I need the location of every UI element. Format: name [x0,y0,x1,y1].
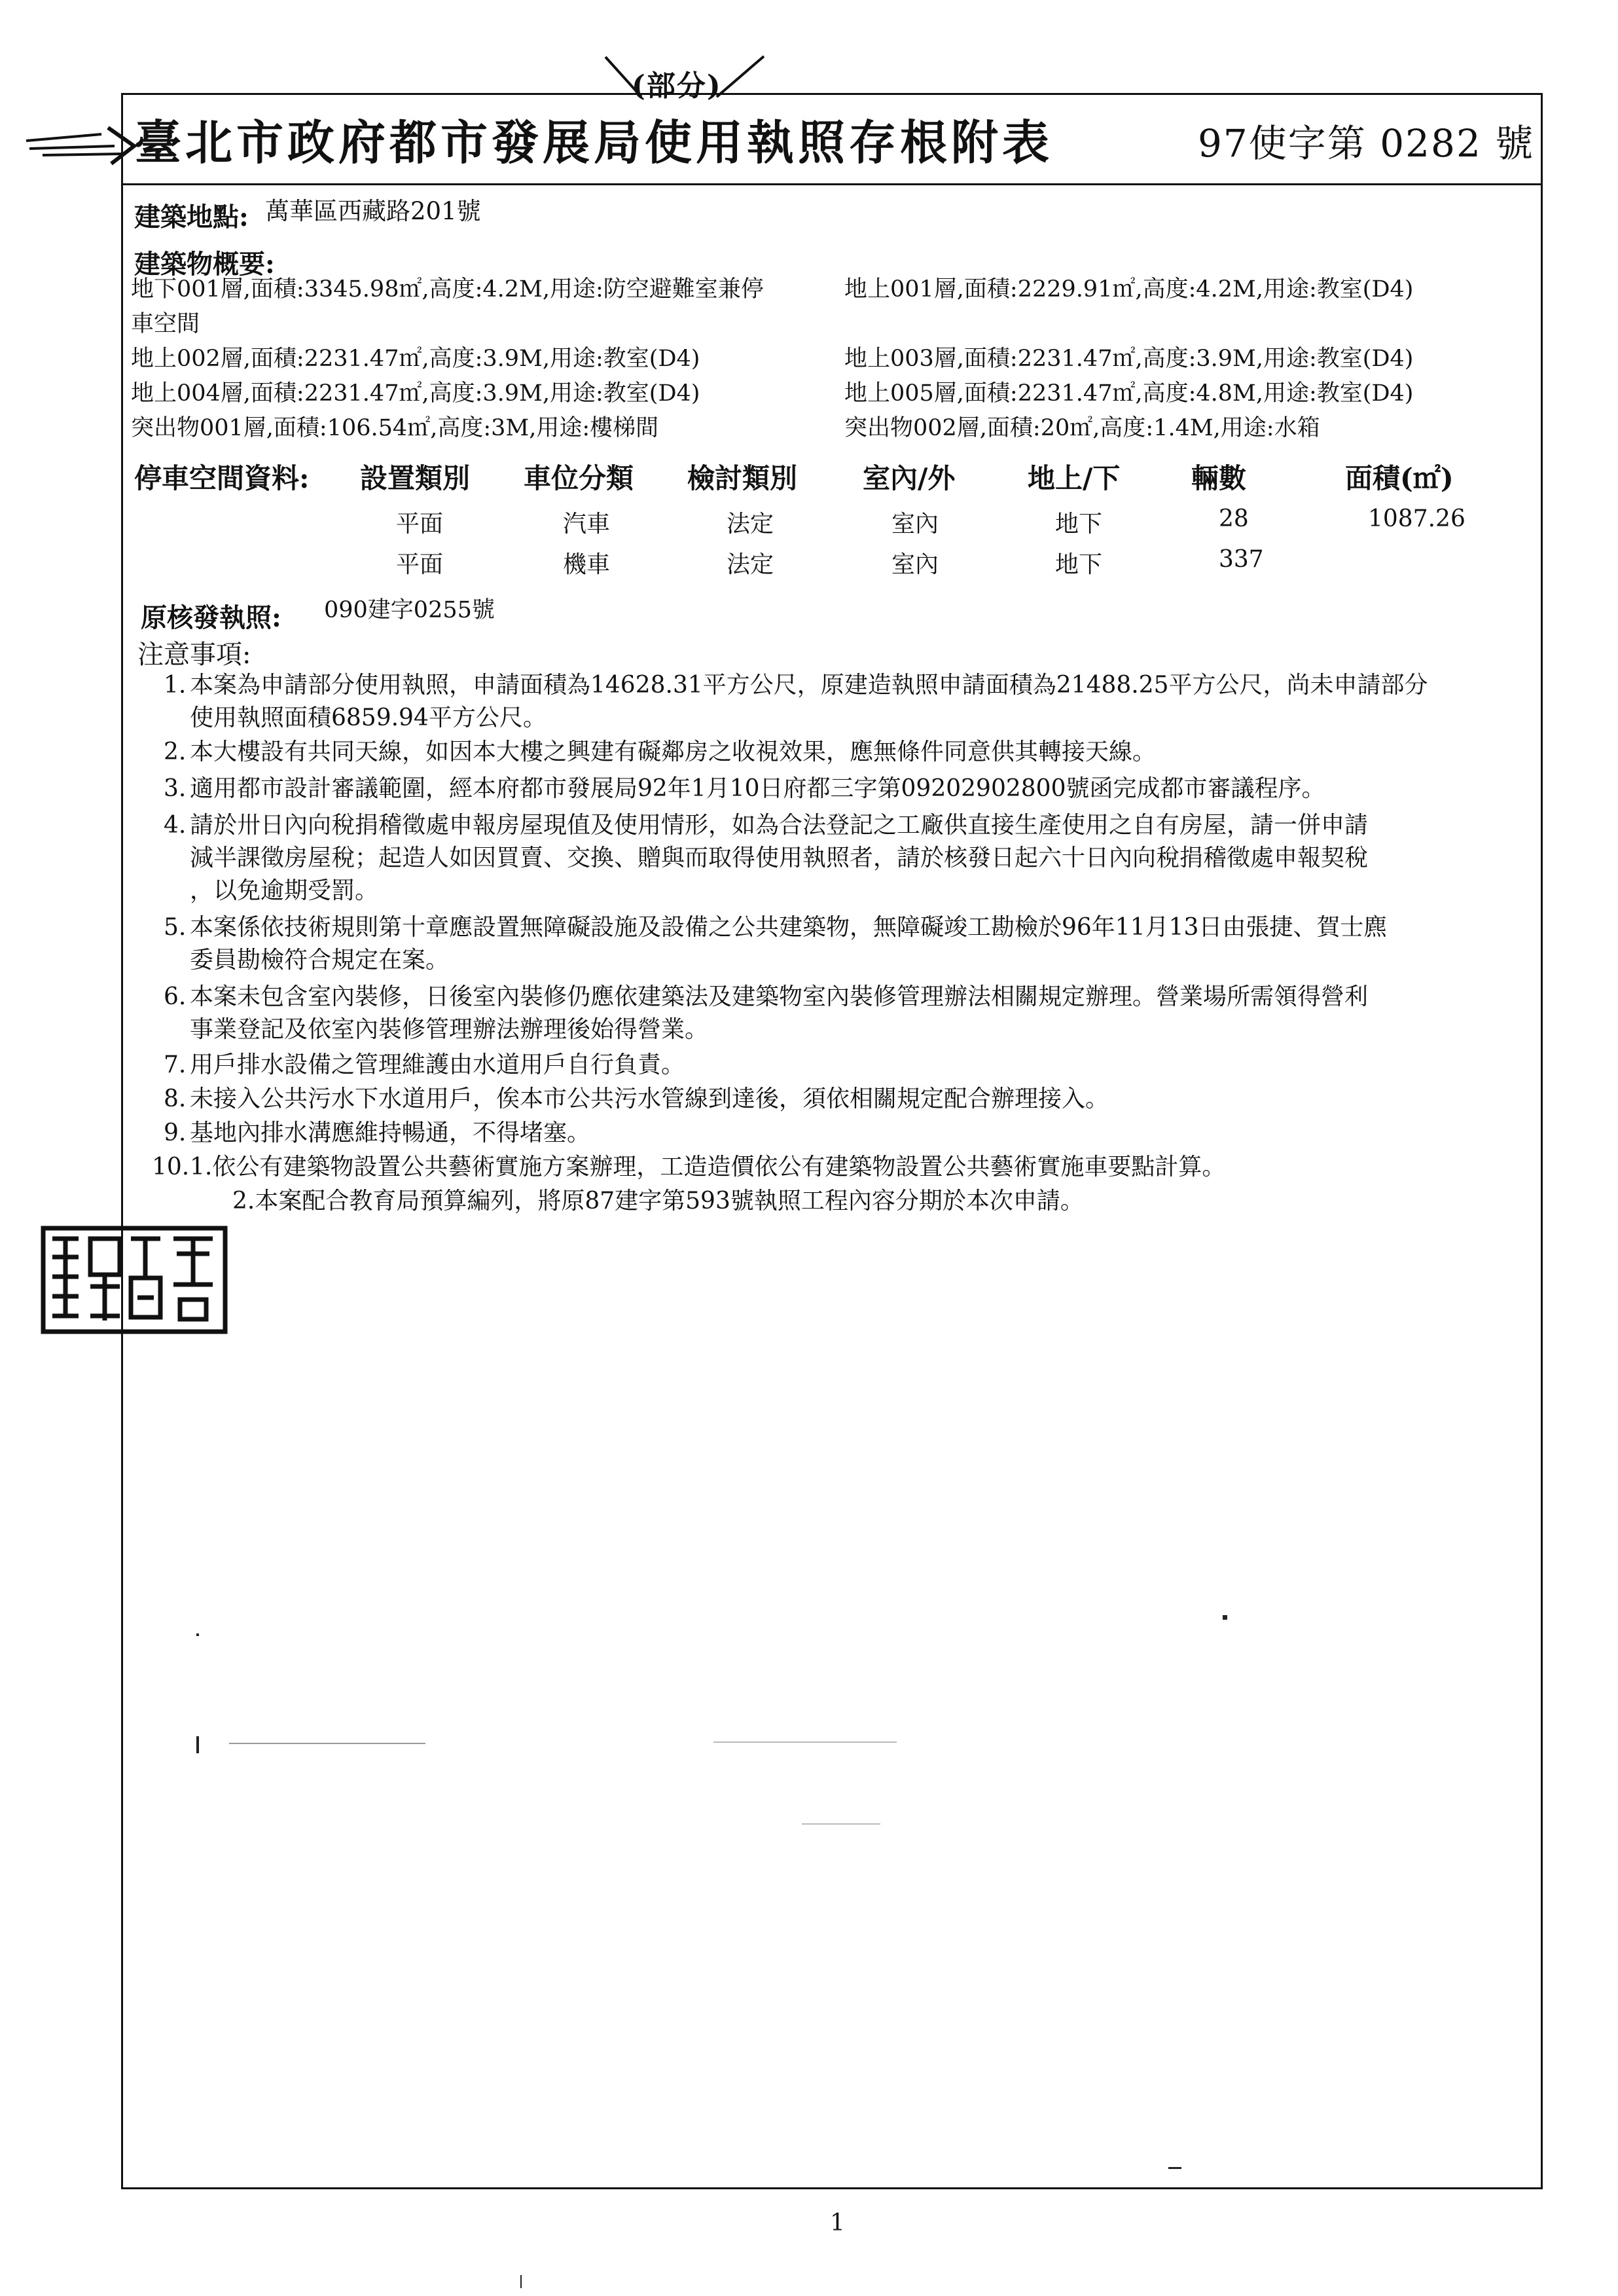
parking-cell: 平面 [396,511,444,538]
note-num: 7. [164,1051,187,1078]
note-text: 請於卅日內向稅捐稽徵處申報房屋現值及使用情形，如為合法登記之工廠供直接生產使用之自有房屋，請一併申請 [190,812,1369,839]
parking-cell: 汽車 [563,511,611,538]
parking-label: 停車空間資料: [134,462,310,494]
note-text: 本案為申請部分使用執照，申請面積為14628.31平方公尺，原建造執照申請面積為21488.25平方公尺，尚未申請部分 [190,672,1428,699]
parking-cell: 室內 [891,551,939,578]
note-text: 適用都市設計審議範圍，經本府都市發展局92年1月10日府都三字第09202902800號函完成都市審議程序。 [190,775,1325,802]
scan-speck [196,1633,199,1636]
parking-cell: 地下 [1055,551,1103,578]
overview-right-line-4: 突出物002層,面積:20㎡,高度:1.4M,用途:水箱 [844,415,1320,441]
note-text: 委員勘檢符合規定在案。 [190,947,450,974]
parking-header-level: 地上/下 [1028,462,1121,494]
note-text: 本案係依技術規則第十章應設置無障礙設施及設備之公共建築物，無障礙竣工勘檢於96年11月13日由張捷、賀士麃 [190,914,1388,941]
parking-cell: 平面 [396,551,444,578]
page-number: 1 [830,2210,845,2236]
original-permit-label: 原核發執照: [141,602,281,633]
note-text: 本案未包含室內裝修，日後室內裝修仍應依建築法及建築物室內裝修管理辦法相關規定辦理。營業場所需領得營利 [190,983,1369,1010]
overview-right-line-1: 地上001層,面積:2229.91㎡,高度:4.2M,用途:教室(D4) [844,276,1414,302]
note-num: 8. [164,1085,187,1112]
scan-speck [802,1823,880,1825]
scan-speck [1168,2167,1181,2169]
note-num: 10. [152,1154,190,1180]
parking-header-area: 面積(㎡) [1345,462,1454,494]
note-text: 本大樓設有共同天線，如因本大樓之興建有礙鄰房之收視效果，應無條件同意供其轉接天線。 [190,738,1157,765]
overview-left-line-1: 地下001層,面積:3345.98㎡,高度:4.2M,用途:防空避難室兼停 [131,276,764,302]
overview-left-line-4: 地上004層,面積:2231.47㎡,高度:3.9M,用途:教室(D4) [131,380,700,407]
parking-cell: 1087.26 [1368,505,1465,532]
parking-header-count: 輛數 [1191,462,1247,494]
note-text: 使用執照面積6859.94平方公尺。 [190,704,547,731]
overview-left-line-3: 地上002層,面積:2231.47㎡,高度:3.9M,用途:教室(D4) [131,346,700,372]
original-permit-value: 090建字0255號 [324,597,495,623]
parking-cell: 28 [1219,505,1249,532]
note-num: 1. [164,672,187,699]
parking-header-review: 檢討類別 [687,462,798,494]
title-divider [121,183,1543,185]
strike-mark-icon [592,54,769,98]
note-num: 9. [164,1120,187,1146]
partial-mark: (部分) [632,69,722,103]
note-text: 減半課徵房屋稅；起造人如因買賣、交換、贈與而取得使用執照者，請於核發日起六十日內向稅捐稽徵處申報契稅 [190,845,1369,871]
note-text: 事業登記及依室內裝修管理辦法辦理後始得營業。 [190,1016,709,1043]
scan-speck [229,1743,425,1744]
note-text: 2.本案配合教育局預算編列，將原87建字第593號執照工程內容分期於本次申請。 [232,1188,1084,1214]
margin-scribble-icon [23,115,137,173]
overview-left-line-5: 突出物001層,面積:106.54㎡,高度:3M,用途:樓梯間 [131,415,659,441]
overview-left-line-2: 車空間 [131,311,200,337]
note-num: 6. [164,983,187,1010]
permit-number: 97使字第 0282 號 [1198,121,1535,166]
note-text: 1.依公有建築物設置公共藝術實施方案辦理，工造造價依公有建築物設置公共藝術實施車要點計算。 [190,1154,1226,1180]
note-text: ，以免逾期受罰。 [190,877,379,904]
parking-cell: 法定 [727,511,774,538]
scan-speck [713,1741,897,1743]
document-title: 臺北市政府都市發展局使用執照存根附表 [134,115,1054,170]
note-text: 未接入公共污水下水道用戶，俟本市公共污水管線到達後，須依相關規定配合辦理接入。 [190,1085,1109,1112]
parking-cell: 法定 [727,551,774,578]
note-num: 3. [164,775,187,802]
official-seal-icon [39,1224,229,1336]
note-num: 2. [164,738,187,765]
parking-header-type: 設置類別 [360,462,471,494]
notes-label: 注意事項: [137,640,251,670]
note-text: 基地內排水溝應維持暢通，不得堵塞。 [190,1120,591,1146]
overview-right-line-2: 地上003層,面積:2231.47㎡,高度:3.9M,用途:教室(D4) [844,346,1414,372]
parking-header-indoor: 室內/外 [863,462,956,494]
overview-right-line-3: 地上005層,面積:2231.47㎡,高度:4.8M,用途:教室(D4) [844,380,1414,407]
address-label: 建築地點: [134,202,249,232]
parking-cell: 室內 [891,511,939,538]
parking-cell: 機車 [563,551,611,578]
scan-speck [1223,1615,1227,1620]
parking-cell: 337 [1219,546,1264,573]
parking-cell: 地下 [1055,511,1103,538]
overview-label: 建築物概要: [134,249,275,280]
note-text: 用戶排水設備之管理維護由水道用戶自行負責。 [190,1051,685,1078]
note-num: 5. [164,914,187,941]
note-num: 4. [164,812,187,839]
parking-header-category: 車位分類 [524,462,634,494]
scan-speck [520,2275,522,2288]
address-value: 萬華區西藏路201號 [265,197,481,225]
scan-speck [196,1736,199,1753]
